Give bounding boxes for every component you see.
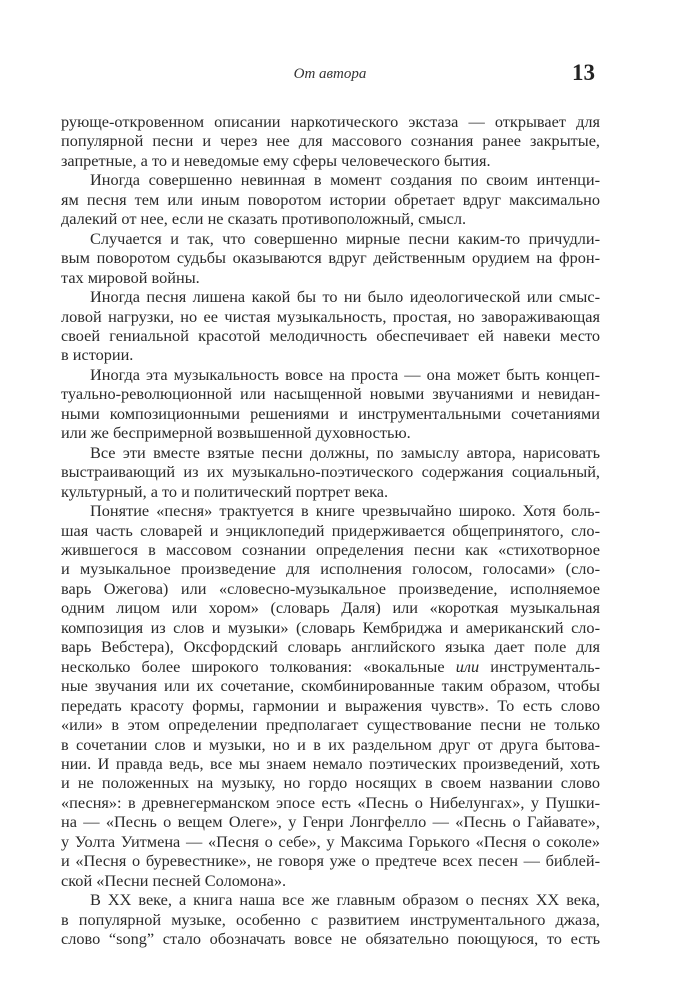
body-text xyxy=(61,112,600,948)
text-line: Понятие «песня» трактуется в книге чрезвычайно широко. Хотя боль- xyxy=(90,501,600,521)
text-line: и «Песня о буревестнике», не говоря уже о предтече всех песен — библей- xyxy=(61,851,600,871)
text-span: несколько более широкого толкования: «вокальные xyxy=(61,656,456,676)
text-line: ными композиционными решениями и инструментальными сочетаниями xyxy=(61,403,600,423)
text-line: туально-революционной или насыщенной новыми звучаниями и невидан- xyxy=(61,384,600,404)
text-line: в сочетании слов и музыки, но и в их раздельном друг от друга бытова- xyxy=(61,734,600,754)
text-line: тах мировой войны. xyxy=(61,267,200,287)
text-line: запретные, а то и неведомые ему сферы человеческого бытия. xyxy=(61,150,491,170)
text-line: в популярной музыке, особенно с развитием инструментального джаза, xyxy=(61,909,600,929)
text-line: композиция из слов и музыки» (словарь Кембриджа и американский сло- xyxy=(61,617,600,637)
text-line: далекий от нее, если не сказать противоположный, смысл. xyxy=(61,209,467,229)
text-line: ской «Песни песней Соломона». xyxy=(61,870,287,890)
italic-emphasis: или xyxy=(455,656,480,676)
text-line: Иногда песня лишена какой бы то ни было идеологической или смыс- xyxy=(90,287,600,307)
text-line: варь Вебстера), Оксфордский словарь английского языка дает поле для xyxy=(61,637,600,657)
text-line: своей гениальной красотой мелодичность обеспечивает ей навеки место xyxy=(61,325,600,345)
text-line: нии. И правда ведь, все мы знаем немало поэтических произведений, хоть xyxy=(61,753,600,773)
text-line: вым поворотом судьбы оказываются вдруг действенным орудием на фрон- xyxy=(61,248,600,268)
text-line: и не положенных на музыку, но гордо носящих в своем названии слово xyxy=(61,773,600,793)
text-line: шая часть словарей и энциклопедий придерживается общепринятого, сло- xyxy=(61,520,600,540)
text-line: «или» в этом определении предполагает существование песни не только xyxy=(61,715,600,735)
text-line: рующе-откровенном описании наркотического экстаза — открывает для xyxy=(61,112,600,131)
page-number: 13 xyxy=(572,60,595,85)
text-line: Иногда совершенно невинная в момент создания по своим интенци- xyxy=(90,170,600,190)
text-line: одним лицом или хором» (словарь Даля) или «короткая музыкальная xyxy=(61,598,600,618)
text-line: у Уолта Уитмена — «Песня о себе», у Максима Горького «Песня о соколе» xyxy=(61,831,600,851)
text-line: культурный, а то и политический портрет века. xyxy=(61,481,389,501)
text-line: выстраивающий из их музыкально-поэтического содержания социальный, xyxy=(61,462,600,482)
text-line: ные звучания или их сочетание, скомбинированные таким образом, чтобы xyxy=(61,676,600,696)
text-line: «песня»: в древнегерманском эпосе есть «Песнь о Нибелунгах», у Пушки- xyxy=(61,792,600,812)
text-line: варь Ожегова) или «словесно-музыкальное произведение, исполняемое xyxy=(61,578,600,598)
text-line: популярной песни и через нее для массового сознания ранее закрытые, xyxy=(61,131,600,151)
text-line: или же беспримерной возвышенной духовностью. xyxy=(61,423,411,443)
text-line xyxy=(61,657,600,676)
text-line: ловой нагрузки, но ее чистая музыкальность, простая, но завораживающая xyxy=(61,306,600,326)
text-line: на — «Песнь о вещем Олеге», у Генри Лонгфелло — «Песнь о Гайавате», xyxy=(61,812,600,832)
text-line: жившегося в массовом сознании определения песни как «стихотворное xyxy=(61,539,600,559)
text-line: ям песня тем или иным поворотом истории обретает вдруг максимально xyxy=(61,189,600,209)
text-line: слово “song” стало обозначать вовсе не обязательно поющуюся, то есть xyxy=(61,929,600,949)
text-line: Все эти вместе взятые песни должны, по замыслу автора, нарисовать xyxy=(90,442,600,462)
text-line: Случается и так, что совершенно мирные песни каким-то причудли- xyxy=(90,228,600,248)
text-span: инструменталь- xyxy=(479,656,600,676)
text-line: передать красоту формы, гармонии и выражения чувств». То есть слово xyxy=(61,695,600,715)
text-line: В XX веке, а книга наша все же главным образом о песнях XX века, xyxy=(90,890,600,910)
text-line: Иногда эта музыкальность вовсе на проста — она может быть концеп- xyxy=(90,364,600,384)
text-line: в истории. xyxy=(61,345,134,365)
text-line: и музыкальное произведение для исполнения голосом, голосами» (сло- xyxy=(61,559,600,579)
running-head: От автора xyxy=(293,66,367,82)
